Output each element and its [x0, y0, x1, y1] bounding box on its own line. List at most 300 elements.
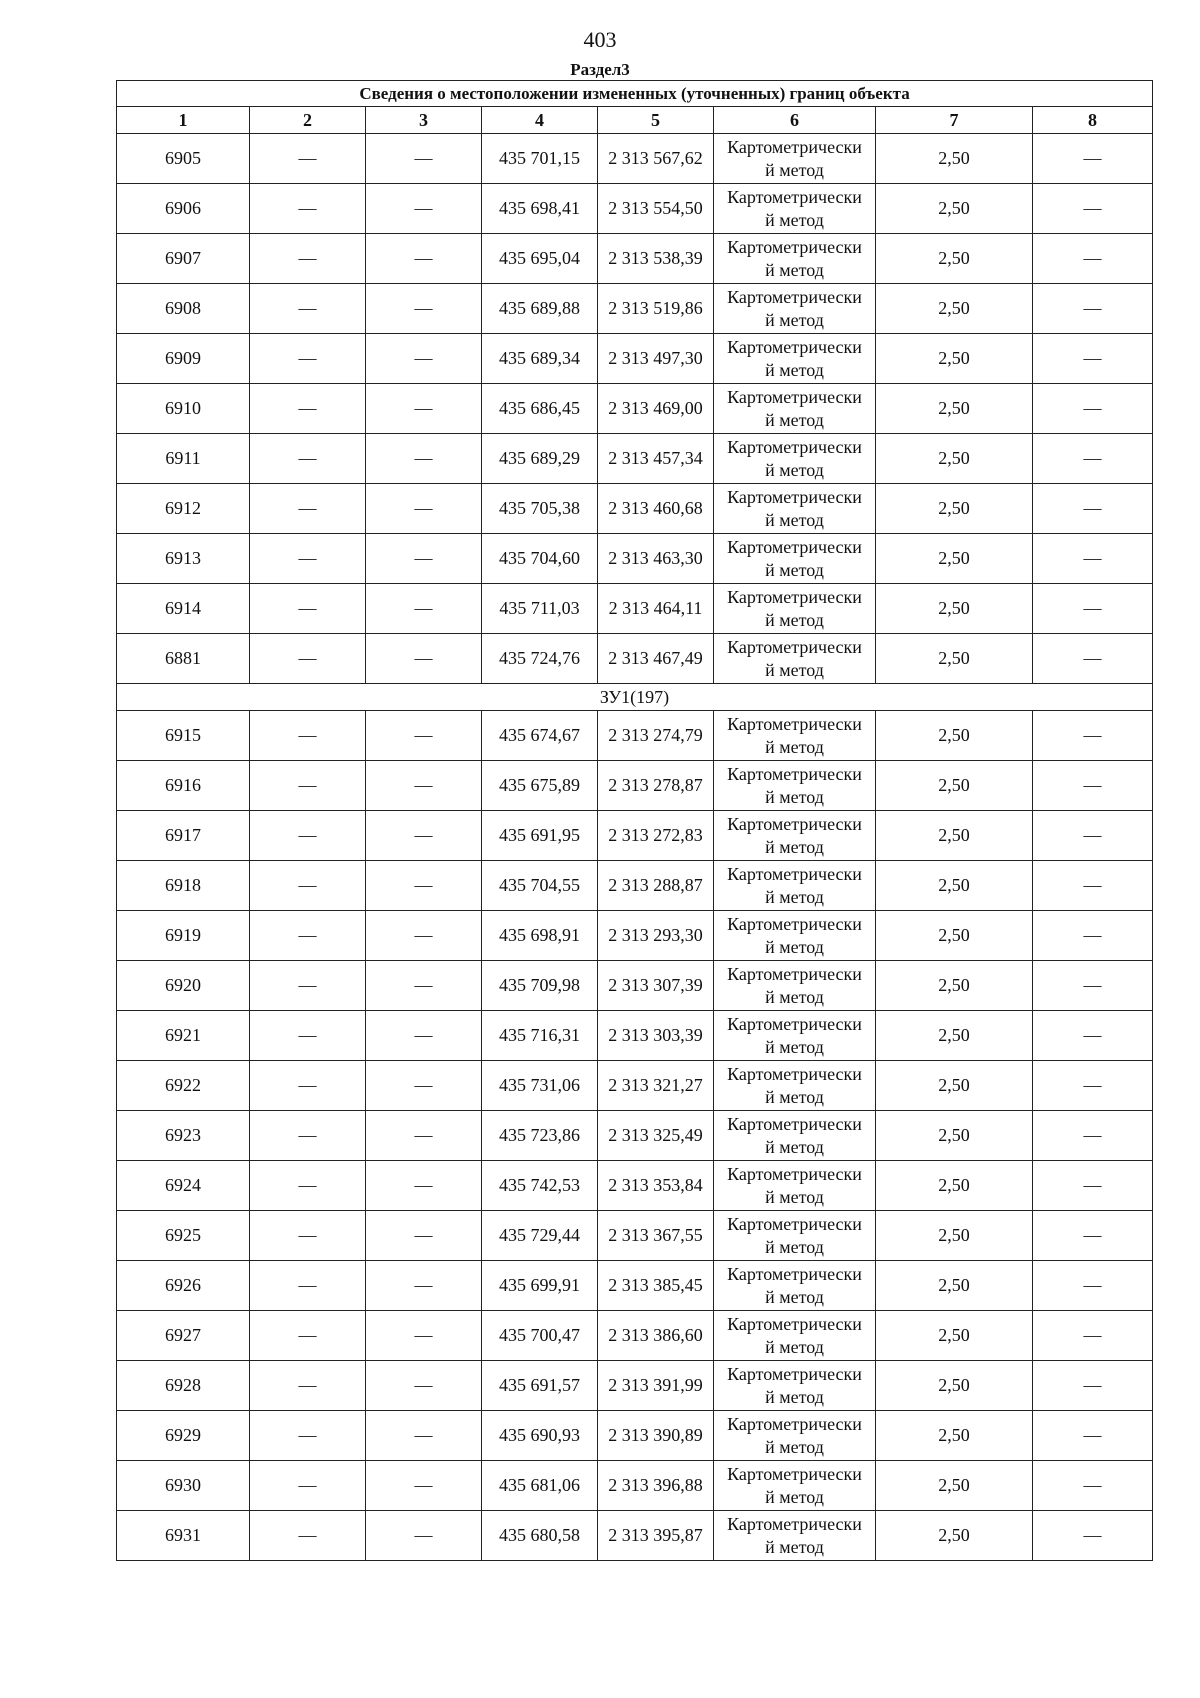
column-2-cell: — — [250, 234, 366, 284]
y-coordinate-cell: 2 313 390,89 — [598, 1411, 714, 1461]
column-3-cell: — — [366, 134, 482, 184]
column-2-cell: — — [250, 484, 366, 534]
table-row — [117, 1011, 1153, 1061]
column-8-cell: — — [1033, 234, 1153, 284]
method-cell — [714, 811, 876, 861]
y-coordinate-cell: 2 313 321,27 — [598, 1061, 714, 1111]
method-line-2: й метод — [765, 1136, 824, 1157]
point-number-cell: 6905 — [117, 134, 250, 184]
x-coordinate-cell: 435 675,89 — [482, 761, 598, 811]
accuracy-cell: 2,50 — [876, 634, 1033, 684]
method-line-2: й метод — [765, 836, 824, 857]
method-cell — [714, 1311, 876, 1361]
method-line-1: Картометрически — [727, 1263, 862, 1284]
table-row — [117, 1311, 1153, 1361]
x-coordinate-cell: 435 723,86 — [482, 1111, 598, 1161]
method-line-1: Картометрически — [727, 636, 862, 657]
accuracy-cell: 2,50 — [876, 911, 1033, 961]
method-line-2: й метод — [765, 559, 824, 580]
table-row — [117, 434, 1153, 484]
point-number-cell: 6915 — [117, 711, 250, 761]
point-number-cell: 6923 — [117, 1111, 250, 1161]
method-line-2: й метод — [765, 1486, 824, 1507]
table-row — [117, 1461, 1153, 1511]
method-line-2: й метод — [765, 1036, 824, 1057]
method-line-2: й метод — [765, 886, 824, 907]
column-2-cell: — — [250, 634, 366, 684]
x-coordinate-cell: 435 704,60 — [482, 534, 598, 584]
method-cell — [714, 1261, 876, 1311]
method-line-1: Картометрически — [727, 136, 862, 157]
table-row — [117, 1111, 1153, 1161]
x-coordinate-cell: 435 689,34 — [482, 334, 598, 384]
method-line-1: Картометрически — [727, 1213, 862, 1234]
x-coordinate-cell: 435 711,03 — [482, 584, 598, 634]
column-2-cell: — — [250, 134, 366, 184]
column-3-cell: — — [366, 584, 482, 634]
method-line-1: Картометрически — [727, 1363, 862, 1384]
column-3-cell: — — [366, 911, 482, 961]
method-line-2: й метод — [765, 209, 824, 230]
x-coordinate-cell: 435 691,57 — [482, 1361, 598, 1411]
point-number-cell: 6916 — [117, 761, 250, 811]
column-number-header: 7 — [876, 107, 1033, 134]
method-line-2: й метод — [765, 1086, 824, 1107]
section-title: Раздел3 — [570, 60, 630, 79]
column-8-cell: — — [1033, 534, 1153, 584]
column-8-cell: — — [1033, 484, 1153, 534]
method-line-2: й метод — [765, 309, 824, 330]
x-coordinate-cell: 435 731,06 — [482, 1061, 598, 1111]
column-8-cell: — — [1033, 384, 1153, 434]
method-cell — [714, 184, 876, 234]
accuracy-cell: 2,50 — [876, 1111, 1033, 1161]
column-2-cell: — — [250, 1411, 366, 1461]
point-number-cell: 6921 — [117, 1011, 250, 1061]
method-cell — [714, 584, 876, 634]
point-number-cell: 6913 — [117, 534, 250, 584]
x-coordinate-cell: 435 681,06 — [482, 1461, 598, 1511]
accuracy-cell: 2,50 — [876, 1411, 1033, 1461]
method-line-2: й метод — [765, 409, 824, 430]
method-line-1: Картометрически — [727, 1013, 862, 1034]
coordinates-table — [116, 80, 1153, 1561]
point-number-cell: 6926 — [117, 1261, 250, 1311]
column-3-cell: — — [366, 1111, 482, 1161]
column-number-header: 6 — [714, 107, 876, 134]
column-3-cell: — — [366, 1311, 482, 1361]
method-line-2: й метод — [765, 1186, 824, 1207]
method-cell — [714, 861, 876, 911]
column-3-cell: — — [366, 284, 482, 334]
method-cell — [714, 134, 876, 184]
method-line-1: Картометрически — [727, 1063, 862, 1084]
y-coordinate-cell: 2 313 396,88 — [598, 1461, 714, 1511]
column-8-cell: — — [1033, 1211, 1153, 1261]
column-2-cell: — — [250, 711, 366, 761]
table-row — [117, 1211, 1153, 1261]
y-coordinate-cell: 2 313 554,50 — [598, 184, 714, 234]
x-coordinate-cell: 435 724,76 — [482, 634, 598, 684]
column-2-cell: — — [250, 1361, 366, 1411]
point-number-cell: 6930 — [117, 1461, 250, 1511]
point-number-cell: 6931 — [117, 1511, 250, 1561]
method-line-1: Картометрически — [727, 913, 862, 934]
x-coordinate-cell: 435 698,91 — [482, 911, 598, 961]
method-line-1: Картометрически — [727, 436, 862, 457]
column-8-cell: — — [1033, 584, 1153, 634]
method-line-2: й метод — [765, 1386, 824, 1407]
column-8-cell: — — [1033, 1461, 1153, 1511]
y-coordinate-cell: 2 313 567,62 — [598, 134, 714, 184]
table-row — [117, 134, 1153, 184]
point-number-cell: 6929 — [117, 1411, 250, 1461]
table-row — [117, 1361, 1153, 1411]
column-number-header: 5 — [598, 107, 714, 134]
column-2-cell: — — [250, 761, 366, 811]
method-cell — [714, 1511, 876, 1561]
y-coordinate-cell: 2 313 538,39 — [598, 234, 714, 284]
method-line-2: й метод — [765, 459, 824, 480]
table-row — [117, 961, 1153, 1011]
column-8-cell: — — [1033, 1111, 1153, 1161]
y-coordinate-cell: 2 313 460,68 — [598, 484, 714, 534]
table-caption: Сведения о местоположении измененных (уточненных) границ объекта — [117, 81, 1153, 107]
method-line-1: Картометрически — [727, 1163, 862, 1184]
table-row — [117, 1511, 1153, 1561]
y-coordinate-cell: 2 313 353,84 — [598, 1161, 714, 1211]
column-8-cell: — — [1033, 1261, 1153, 1311]
method-cell — [714, 1411, 876, 1461]
accuracy-cell: 2,50 — [876, 761, 1033, 811]
table-row — [117, 811, 1153, 861]
accuracy-cell: 2,50 — [876, 184, 1033, 234]
accuracy-cell: 2,50 — [876, 1461, 1033, 1511]
column-2-cell: — — [250, 1261, 366, 1311]
accuracy-cell: 2,50 — [876, 1061, 1033, 1111]
column-3-cell: — — [366, 1411, 482, 1461]
y-coordinate-cell: 2 313 469,00 — [598, 384, 714, 434]
column-number-header: 2 — [250, 107, 366, 134]
column-3-cell: — — [366, 184, 482, 234]
column-2-cell: — — [250, 384, 366, 434]
column-8-cell: — — [1033, 711, 1153, 761]
point-number-cell: 6925 — [117, 1211, 250, 1261]
y-coordinate-cell: 2 313 303,39 — [598, 1011, 714, 1061]
column-8-cell: — — [1033, 911, 1153, 961]
method-line-2: й метод — [765, 936, 824, 957]
method-line-2: й метод — [765, 609, 824, 630]
column-2-cell: — — [250, 184, 366, 234]
y-coordinate-cell: 2 313 274,79 — [598, 711, 714, 761]
method-line-2: й метод — [765, 736, 824, 757]
y-coordinate-cell: 2 313 288,87 — [598, 861, 714, 911]
method-cell — [714, 284, 876, 334]
method-cell — [714, 484, 876, 534]
column-2-cell: — — [250, 584, 366, 634]
column-2-cell: — — [250, 1161, 366, 1211]
point-number-cell: 6918 — [117, 861, 250, 911]
accuracy-cell: 2,50 — [876, 484, 1033, 534]
column-8-cell: — — [1033, 184, 1153, 234]
column-2-cell: — — [250, 1011, 366, 1061]
column-8-cell: — — [1033, 134, 1153, 184]
column-number-row — [117, 107, 1153, 134]
x-coordinate-cell: 435 699,91 — [482, 1261, 598, 1311]
accuracy-cell: 2,50 — [876, 811, 1033, 861]
accuracy-cell: 2,50 — [876, 1211, 1033, 1261]
column-8-cell: — — [1033, 1061, 1153, 1111]
point-number-cell: 6922 — [117, 1061, 250, 1111]
method-line-1: Картометрически — [727, 336, 862, 357]
column-2-cell: — — [250, 334, 366, 384]
column-3-cell: — — [366, 534, 482, 584]
method-cell — [714, 384, 876, 434]
x-coordinate-cell: 435 674,67 — [482, 711, 598, 761]
column-2-cell: — — [250, 811, 366, 861]
column-3-cell: — — [366, 334, 482, 384]
column-3-cell: — — [366, 1011, 482, 1061]
table-row — [117, 1061, 1153, 1111]
y-coordinate-cell: 2 313 464,11 — [598, 584, 714, 634]
accuracy-cell: 2,50 — [876, 534, 1033, 584]
accuracy-cell: 2,50 — [876, 384, 1033, 434]
column-2-cell: — — [250, 434, 366, 484]
table-row — [117, 584, 1153, 634]
column-3-cell: — — [366, 434, 482, 484]
y-coordinate-cell: 2 313 519,86 — [598, 284, 714, 334]
method-line-1: Картометрически — [727, 1413, 862, 1434]
x-coordinate-cell: 435 742,53 — [482, 1161, 598, 1211]
column-3-cell: — — [366, 811, 482, 861]
point-number-cell: 6924 — [117, 1161, 250, 1211]
point-number-cell: 6911 — [117, 434, 250, 484]
point-number-cell: 6927 — [117, 1311, 250, 1361]
column-2-cell: — — [250, 284, 366, 334]
point-number-cell: 6906 — [117, 184, 250, 234]
column-8-cell: — — [1033, 1511, 1153, 1561]
table-row — [117, 284, 1153, 334]
point-number-cell: 6919 — [117, 911, 250, 961]
method-line-1: Картометрически — [727, 1513, 862, 1534]
table-row — [117, 184, 1153, 234]
table-row — [117, 234, 1153, 284]
column-3-cell: — — [366, 1361, 482, 1411]
accuracy-cell: 2,50 — [876, 134, 1033, 184]
method-line-1: Картометрически — [727, 236, 862, 257]
method-line-2: й метод — [765, 359, 824, 380]
table-row — [117, 1261, 1153, 1311]
method-cell — [714, 711, 876, 761]
method-cell — [714, 761, 876, 811]
x-coordinate-cell: 435 690,93 — [482, 1411, 598, 1461]
point-number-cell: 6914 — [117, 584, 250, 634]
method-line-1: Картометрически — [727, 486, 862, 507]
method-cell — [714, 1061, 876, 1111]
accuracy-cell: 2,50 — [876, 584, 1033, 634]
y-coordinate-cell: 2 313 367,55 — [598, 1211, 714, 1261]
x-coordinate-cell: 435 729,44 — [482, 1211, 598, 1261]
point-number-cell: 6908 — [117, 284, 250, 334]
method-line-1: Картометрически — [727, 1463, 862, 1484]
x-coordinate-cell: 435 689,29 — [482, 434, 598, 484]
column-8-cell: — — [1033, 961, 1153, 1011]
column-3-cell: — — [366, 1511, 482, 1561]
method-line-2: й метод — [765, 159, 824, 180]
y-coordinate-cell: 2 313 463,30 — [598, 534, 714, 584]
group-row — [117, 684, 1153, 711]
y-coordinate-cell: 2 313 391,99 — [598, 1361, 714, 1411]
accuracy-cell: 2,50 — [876, 234, 1033, 284]
method-line-1: Картометрически — [727, 586, 862, 607]
column-2-cell: — — [250, 1511, 366, 1561]
table-row — [117, 1411, 1153, 1461]
column-8-cell: — — [1033, 861, 1153, 911]
point-number-cell: 6907 — [117, 234, 250, 284]
point-number-cell: 6881 — [117, 634, 250, 684]
method-cell — [714, 634, 876, 684]
column-2-cell: — — [250, 1461, 366, 1511]
method-cell — [714, 1211, 876, 1261]
point-number-cell: 6928 — [117, 1361, 250, 1411]
table-row — [117, 534, 1153, 584]
table-body — [117, 134, 1153, 1561]
column-8-cell: — — [1033, 761, 1153, 811]
point-number-cell: 6909 — [117, 334, 250, 384]
column-3-cell: — — [366, 711, 482, 761]
table-row — [117, 334, 1153, 384]
column-3-cell: — — [366, 1211, 482, 1261]
method-line-1: Картометрически — [727, 813, 862, 834]
column-8-cell: — — [1033, 1361, 1153, 1411]
y-coordinate-cell: 2 313 293,30 — [598, 911, 714, 961]
column-8-cell: — — [1033, 434, 1153, 484]
method-cell — [714, 961, 876, 1011]
point-number-cell: 6920 — [117, 961, 250, 1011]
method-line-2: й метод — [765, 986, 824, 1007]
method-cell — [714, 434, 876, 484]
column-8-cell: — — [1033, 634, 1153, 684]
x-coordinate-cell: 435 680,58 — [482, 1511, 598, 1561]
y-coordinate-cell: 2 313 272,83 — [598, 811, 714, 861]
accuracy-cell: 2,50 — [876, 434, 1033, 484]
method-line-1: Картометрически — [727, 763, 862, 784]
method-cell — [714, 534, 876, 584]
x-coordinate-cell: 435 709,98 — [482, 961, 598, 1011]
table-row — [117, 384, 1153, 434]
y-coordinate-cell: 2 313 457,34 — [598, 434, 714, 484]
method-line-2: й метод — [765, 1336, 824, 1357]
column-3-cell: — — [366, 234, 482, 284]
column-8-cell: — — [1033, 1311, 1153, 1361]
table-row — [117, 634, 1153, 684]
column-8-cell: — — [1033, 334, 1153, 384]
method-cell — [714, 1361, 876, 1411]
column-2-cell: — — [250, 1111, 366, 1161]
column-3-cell: — — [366, 484, 482, 534]
x-coordinate-cell: 435 700,47 — [482, 1311, 598, 1361]
y-coordinate-cell: 2 313 307,39 — [598, 961, 714, 1011]
method-cell — [714, 1111, 876, 1161]
column-3-cell: — — [366, 1161, 482, 1211]
method-line-2: й метод — [765, 509, 824, 530]
method-cell — [714, 1161, 876, 1211]
column-3-cell: — — [366, 761, 482, 811]
point-number-cell: 6910 — [117, 384, 250, 434]
column-3-cell: — — [366, 634, 482, 684]
method-cell — [714, 1461, 876, 1511]
page-number: 403 — [583, 27, 617, 52]
column-2-cell: — — [250, 961, 366, 1011]
y-coordinate-cell: 2 313 325,49 — [598, 1111, 714, 1161]
x-coordinate-cell: 435 705,38 — [482, 484, 598, 534]
method-line-1: Картометрически — [727, 286, 862, 307]
column-2-cell: — — [250, 861, 366, 911]
method-line-1: Картометрически — [727, 386, 862, 407]
table-row — [117, 1161, 1153, 1211]
method-line-1: Картометрически — [727, 1113, 862, 1134]
accuracy-cell: 2,50 — [876, 1361, 1033, 1411]
column-3-cell: — — [366, 961, 482, 1011]
method-cell — [714, 234, 876, 284]
column-number-header: 1 — [117, 107, 250, 134]
x-coordinate-cell: 435 695,04 — [482, 234, 598, 284]
column-3-cell: — — [366, 1461, 482, 1511]
accuracy-cell: 2,50 — [876, 861, 1033, 911]
column-number-header: 8 — [1033, 107, 1153, 134]
column-number-header: 4 — [482, 107, 598, 134]
x-coordinate-cell: 435 686,45 — [482, 384, 598, 434]
column-3-cell: — — [366, 384, 482, 434]
column-8-cell: — — [1033, 1011, 1153, 1061]
accuracy-cell: 2,50 — [876, 1311, 1033, 1361]
column-8-cell: — — [1033, 811, 1153, 861]
method-line-2: й метод — [765, 1536, 824, 1557]
table-row — [117, 761, 1153, 811]
column-3-cell: — — [366, 861, 482, 911]
y-coordinate-cell: 2 313 395,87 — [598, 1511, 714, 1561]
accuracy-cell: 2,50 — [876, 284, 1033, 334]
column-2-cell: — — [250, 911, 366, 961]
y-coordinate-cell: 2 313 467,49 — [598, 634, 714, 684]
y-coordinate-cell: 2 313 497,30 — [598, 334, 714, 384]
method-line-1: Картометрически — [727, 863, 862, 884]
x-coordinate-cell: 435 691,95 — [482, 811, 598, 861]
accuracy-cell: 2,50 — [876, 961, 1033, 1011]
x-coordinate-cell: 435 698,41 — [482, 184, 598, 234]
table-row — [117, 711, 1153, 761]
accuracy-cell: 2,50 — [876, 711, 1033, 761]
column-number-header: 3 — [366, 107, 482, 134]
method-line-1: Картометрически — [727, 186, 862, 207]
column-8-cell: — — [1033, 1161, 1153, 1211]
column-3-cell: — — [366, 1061, 482, 1111]
table-row — [117, 484, 1153, 534]
accuracy-cell: 2,50 — [876, 1511, 1033, 1561]
y-coordinate-cell: 2 313 278,87 — [598, 761, 714, 811]
x-coordinate-cell: 435 689,88 — [482, 284, 598, 334]
column-3-cell: — — [366, 1261, 482, 1311]
group-label: ЗУ1(197) — [117, 684, 1153, 711]
y-coordinate-cell: 2 313 386,60 — [598, 1311, 714, 1361]
column-2-cell: — — [250, 534, 366, 584]
method-line-1: Картометрически — [727, 536, 862, 557]
point-number-cell: 6917 — [117, 811, 250, 861]
method-line-2: й метод — [765, 659, 824, 680]
point-number-cell: 6912 — [117, 484, 250, 534]
method-cell — [714, 334, 876, 384]
method-cell — [714, 1011, 876, 1061]
